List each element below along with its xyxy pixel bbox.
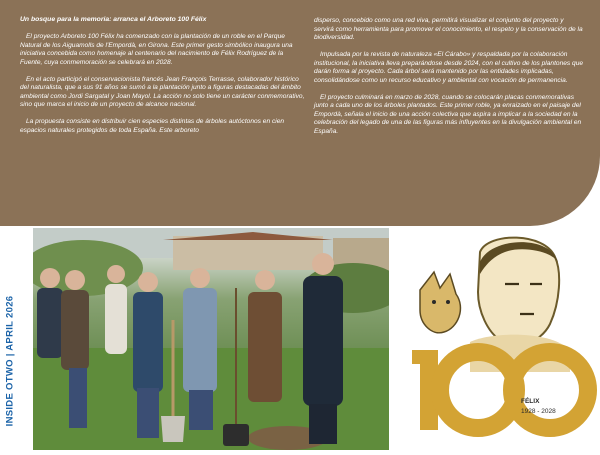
group-photo-illustration [33, 228, 389, 450]
logo-name: FÉLIX [521, 398, 540, 405]
article-paragraph: En el acto participó el conservacionista francés Jean François Terrasse, colaborador histórico del naturalista, que a sus 91 años se sumó a la plantación junto a figuras destacadas del ámbito ambiental como Jordi Sargatal y Joan Mayol. La acción no solo tiene un carácter conmemorativo, sino que marca el inicio de un proyecto de alcance nacional. [20, 75, 305, 108]
article-panel [0, 0, 600, 226]
article-paragraph: disperso, concebido como una red viva, permitirá visualizar el conjunto del proyecto y servirá como herramienta para promover el conocimiento, el respeto y la conservación de la biodiversidad. [314, 17, 583, 41]
article-paragraph: El proyecto Arboreto 100 Félix ha comenzado con la plantación de un roble en el Parque Natural de los Aiguamolls de l'Empordà, en Girona. Este primer gesto simbólico inaugura una iniciativa concebida como homenaje al centenario del nacimiento de Félix Rodríguez de la Fuente, cuya conmemoración se celebrará en 2028. [20, 33, 293, 66]
article-paragraph: La propuesta consiste en distribuir cien especies distintas de árboles autóctonos en cien espacios naturales protegidos de toda España. Este arboreto [20, 118, 285, 134]
magazine-issue-label [3, 292, 17, 430]
article-column-right [314, 17, 584, 145]
article-column-left [20, 16, 307, 144]
tree-planting-photo [33, 228, 389, 450]
article-paragraph: Impulsada por la revista de naturaleza «El Cárabo» y respaldada por la colaboración institucional, la iniciativa lleva preparándose desde 2024, con el cultivo de los plantones que darán forma al proyecto. Cada árbol será mantenido por las entidades implicadas, consolidándose como un recurso educativo y ambiental con vocación de permanencia. [314, 51, 584, 84]
article-paragraph: El proyecto culminará en marzo de 2028, cuando se colocarán placas conmemorativas junto a cada uno de los árboles plantados. Este primer roble, ya enraizado en el paisaje del Empordà, señala el inicio de una acción colectiva que aspira a implicar a la sociedad en la celebración del legado de una de las figuras más influyentes en la divulgación ambiental en España. [314, 93, 582, 135]
article-headline: Un bosque para la memoria: arranca el Arboreto 100 Félix [20, 16, 207, 23]
logo-years: 1928 - 2028 [521, 408, 556, 415]
felix-100-logo [410, 232, 600, 450]
magazine-issue-text: INSIDE OTWO | APRIL 2026 [4, 295, 16, 427]
felix-portrait-icon [410, 232, 600, 450]
